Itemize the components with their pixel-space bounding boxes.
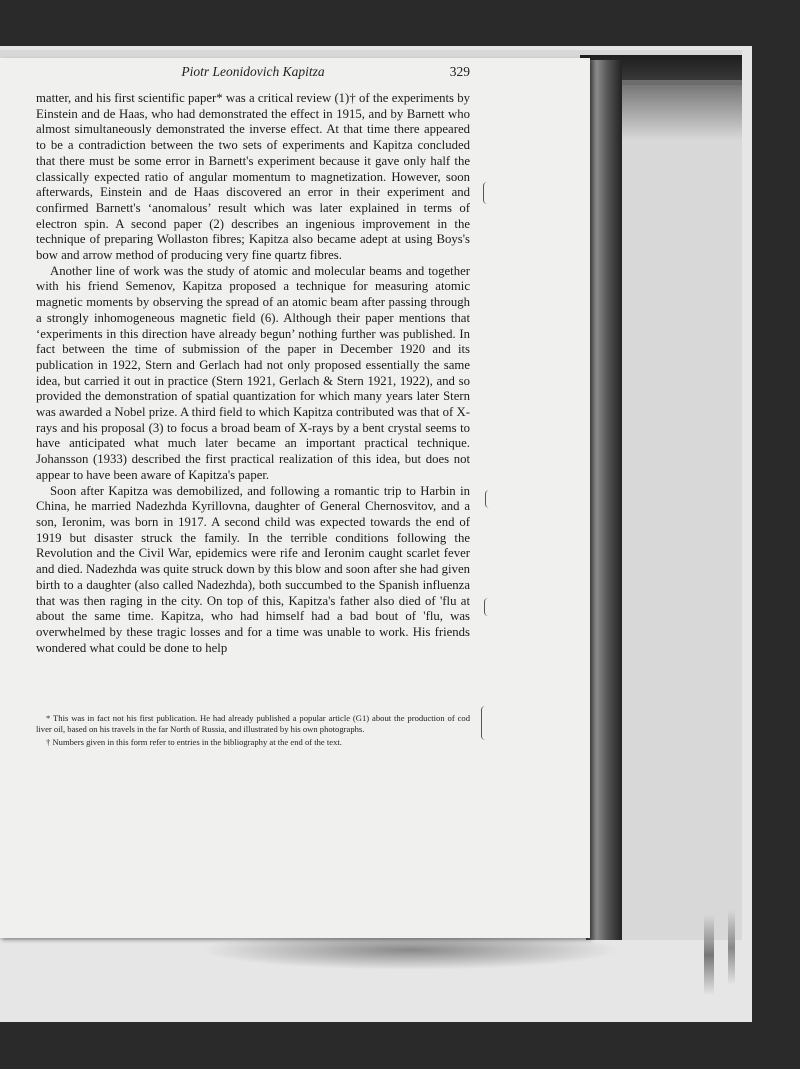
paragraph: Soon after Kapitza was demobilized, and following a romantic trip to Harbin in China, he married Nadezhda Kyrillovna, daughter of General Chernosvitov, and a son, Ieronim, was born in 1917. A second child was expected towards the end of 1919 but disaster struck the family. In the terrible conditions following the Revolution and the Civil War, epidemics were rife and Ieronim caught scarlet fever and died. Nadezhda was quite struck down by this blow and soon after she had given birth to a daughter (also called Nadezhda), both succumbed to the Spanish influenza that was then raging in the city. On top of this, Kapitza's father also died of 'flu at about the same time. Kapitza, who had himself had a bad bout of 'flu, was overwhelmed by these tragic losses and for a time was unable to work. His friends wondered what could be done to help bbox=[36, 483, 470, 655]
paragraph: matter, and his first scientific paper* was a critical review (1)† of the experiments by Einstein and de Haas, who had demonstrated the effect in 1915, and by Barnett who almost simultaneously demonstrated the inverse effect. At that time there appeared to be a contradiction between the two sets of experiments and Kapitza concluded that there must be some error in Barnett's experiment because it gave only half the classically expected ratio of angular momentum to magnetization. However, soon afterwards, Einstein and de Haas discovered an error in their experiment and confirmed Barnett's ‘anomalous’ result which was later explained in terms of electron spin. A second paper (2) describes an ingenious improvement in the technique of preparing Wollaston fibres; Kapitza also became adept at using Boys's bow and arrow method of producing very fine quartz fibres. bbox=[36, 91, 470, 263]
page-shadow bbox=[622, 80, 742, 140]
scan-smudge bbox=[704, 915, 714, 995]
footnote: * This was in fact not his first publication. He had already published a popular article (G1) about the production of cod liver oil, based on his travels in the far North of Russia, and illustrated by his own photographs. bbox=[36, 713, 470, 734]
scan-smudge bbox=[728, 910, 735, 985]
footnote: † Numbers given in this form refer to entries in the bibliography at the end of the text. bbox=[46, 737, 342, 747]
margin-pencil-mark bbox=[485, 490, 492, 508]
page-header bbox=[36, 64, 470, 84]
book-spine bbox=[586, 60, 622, 940]
margin-pencil-mark bbox=[483, 182, 490, 204]
margin-pencil-mark bbox=[481, 706, 488, 740]
margin-pencil-mark bbox=[484, 598, 491, 616]
running-head: Piotr Leonidovich Kapitza bbox=[181, 64, 325, 79]
body-text bbox=[36, 91, 470, 656]
page-number: 329 bbox=[449, 64, 470, 79]
footnotes bbox=[36, 713, 470, 750]
paragraph: Another line of work was the study of atomic and molecular beams and together with his friend Semenov, Kapitza proposed a technique for measuring atomic magnetic moments by observing the spread of an atomic beam after passing through a strongly inhomogeneous magnetic field (6). Although their paper mentions that ‘experiments in this direction have already begun’ nothing further was published. In fact between the time of submission of the paper in December 1920 and its publication in 1922, Stern and Gerlach had not only proposed essentially the same idea, but carried it out in practice (Stern 1921, Gerlach & Stern 1921, 1922), and so provided the demonstration of spatial quantization for which many years later Stern was awarded a Nobel prize. A third field to which Kapitza contributed was that of X-rays and his proposal (3) to focus a broad beam of X-rays by a bent crystal seems to have anticipated what much later became an important practical technique. Johansson (1933) described the first practical realization of this idea, but does not appear to have been aware of Kapitza's paper. bbox=[36, 263, 470, 482]
